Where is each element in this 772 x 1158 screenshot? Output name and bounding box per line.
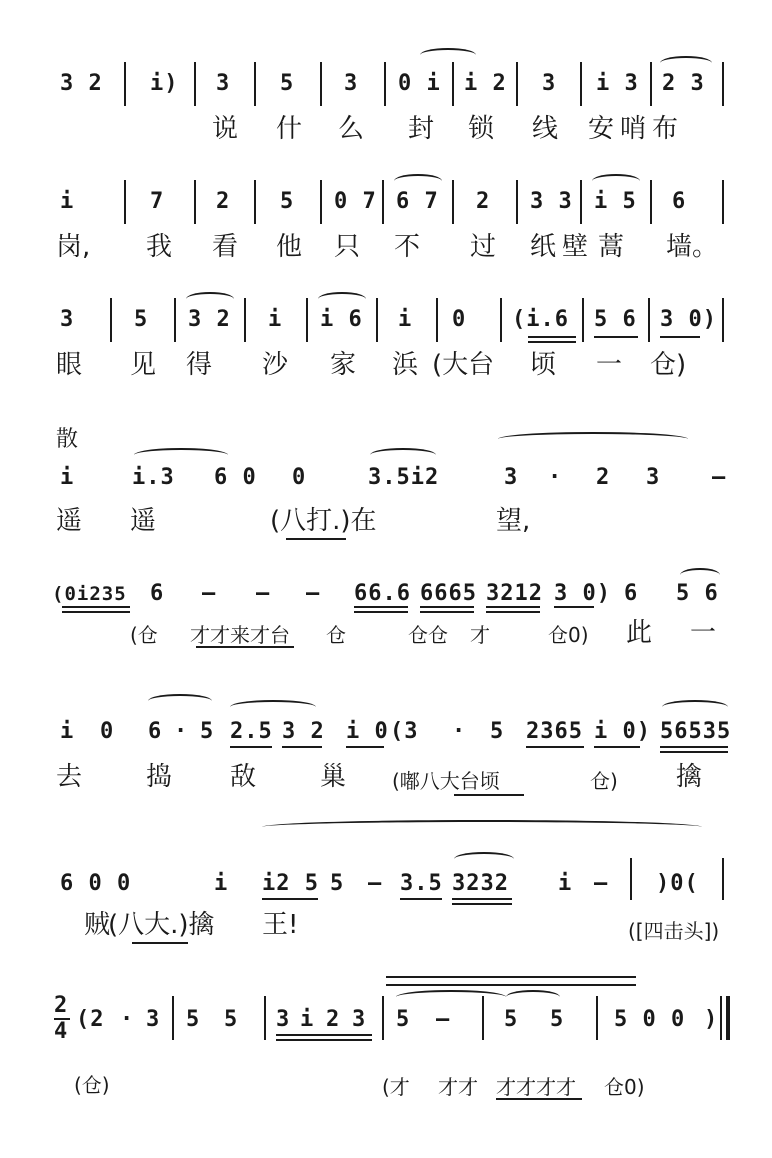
lyric: (八打.)在 <box>270 506 377 536</box>
note: 5 <box>200 719 215 744</box>
barline <box>254 180 256 224</box>
underline <box>132 942 188 944</box>
lyric: 墙。 <box>666 232 719 262</box>
barline <box>482 996 484 1040</box>
note: 3 3 <box>530 189 573 214</box>
barline <box>174 298 176 342</box>
lyric: 说 <box>212 114 239 144</box>
note: (3 <box>390 719 419 744</box>
barline <box>244 298 246 342</box>
note: 6 <box>672 189 687 214</box>
slur <box>370 448 436 462</box>
barline <box>320 180 322 224</box>
note: · <box>452 719 467 744</box>
note: 2 3 <box>662 71 705 96</box>
lyric: (才 <box>382 1075 410 1099</box>
note: 5 <box>490 719 505 744</box>
double-underline <box>452 898 512 905</box>
note: 6 <box>150 581 165 606</box>
lyric: (仓 <box>130 623 158 647</box>
double-underline <box>660 746 728 753</box>
note: – <box>368 871 383 896</box>
underline <box>660 336 700 338</box>
lyric: (大台 <box>432 350 495 380</box>
note: 5 0 0 <box>614 1007 686 1032</box>
note: 2 <box>326 1007 341 1032</box>
lyric: (八大.)擒 <box>108 910 215 940</box>
lyric: 仓0) <box>548 623 589 647</box>
note: 5 <box>330 871 345 896</box>
note: i <box>214 871 229 896</box>
lyric: 去 <box>56 762 83 792</box>
slur <box>506 990 560 1004</box>
underline <box>196 646 294 648</box>
lyric: 家 <box>330 350 357 380</box>
note: 5 <box>396 1007 411 1032</box>
beam-line <box>386 976 636 978</box>
lyric: 么 <box>338 114 365 144</box>
slur <box>498 432 688 446</box>
barline <box>580 62 582 106</box>
note: ) <box>704 1007 719 1032</box>
slur <box>262 820 702 834</box>
lyric: 纸 <box>530 232 557 262</box>
note: 6 <box>624 581 639 606</box>
lyric: 封 <box>408 114 435 144</box>
note: i <box>60 719 75 744</box>
slur <box>396 990 506 1004</box>
note: 3 <box>504 465 519 490</box>
barline <box>172 996 174 1040</box>
underline <box>496 1098 582 1100</box>
lyric: 遥 <box>130 506 157 536</box>
slur <box>318 292 366 306</box>
note: 3 2 <box>188 307 231 332</box>
barline <box>452 180 454 224</box>
lyric: 壁 <box>562 232 589 262</box>
underline <box>594 746 640 748</box>
note: (0i235 <box>52 583 127 605</box>
note: i.3 <box>132 465 175 490</box>
note: 3 <box>276 1007 291 1032</box>
lyric: 擒 <box>676 762 703 792</box>
underline <box>346 746 384 748</box>
note: 3 <box>146 1007 161 1032</box>
slur <box>148 694 212 708</box>
note: – <box>306 581 321 606</box>
note: – <box>436 1007 451 1032</box>
barline <box>306 298 308 342</box>
slur <box>394 174 442 188</box>
barline <box>254 62 256 106</box>
barline <box>582 298 584 342</box>
note: (2 <box>76 1007 105 1032</box>
barline <box>382 996 384 1040</box>
note: i 0 <box>346 719 389 744</box>
note: 3212 <box>486 581 543 606</box>
barline <box>630 858 632 900</box>
slur <box>662 700 728 714</box>
lyric: 哨 <box>620 114 647 144</box>
note: i 0) <box>594 719 651 744</box>
lyric: 才才 <box>438 1075 478 1099</box>
lyric: ([四击头]) <box>628 919 720 943</box>
double-underline <box>486 606 540 613</box>
underline <box>454 794 524 796</box>
barline <box>436 298 438 342</box>
lyric: 锁 <box>468 114 495 144</box>
lyric: 他 <box>276 232 303 262</box>
note: 0 i <box>398 71 441 96</box>
barline <box>500 298 502 342</box>
note: 3 <box>344 71 359 96</box>
note: 6 0 <box>214 465 257 490</box>
tempo-marking: 散 <box>56 427 79 452</box>
note: 3 <box>216 71 231 96</box>
note: 5 <box>134 307 149 332</box>
double-underline <box>528 336 576 343</box>
lyric: (嘟八大台顷 <box>392 769 500 793</box>
lyric: 才才才才 <box>496 1075 576 1099</box>
time-signature-bottom: 4 <box>54 1019 69 1044</box>
note: 3.5 <box>400 871 443 896</box>
note: 7 <box>150 189 165 214</box>
lyric: 仓) <box>590 769 618 793</box>
barline <box>650 180 652 224</box>
note: )0( <box>656 871 699 896</box>
barline <box>194 180 196 224</box>
note: 5 6 <box>594 307 637 332</box>
lyric: 此 <box>626 618 653 648</box>
note: 3 2 <box>282 719 325 744</box>
lyric: 捣 <box>146 762 173 792</box>
final-barline-thin <box>720 996 722 1040</box>
note: 3 <box>60 307 75 332</box>
slur <box>592 174 640 188</box>
note: i <box>300 1007 315 1032</box>
note: 5 <box>186 1007 201 1032</box>
slur <box>230 700 316 714</box>
note: 0 7 <box>334 189 377 214</box>
note: i 5 <box>594 189 637 214</box>
lyric: 浜 <box>392 350 419 380</box>
note: 6 7 <box>396 189 439 214</box>
underline <box>282 746 322 748</box>
note: 2 <box>596 465 611 490</box>
lyric: 不 <box>394 232 421 262</box>
note: 5 <box>280 71 295 96</box>
lyric: 望, <box>496 506 531 536</box>
note: – <box>712 465 727 490</box>
final-barline-thick <box>726 996 730 1040</box>
note: 2 <box>476 189 491 214</box>
underline <box>554 606 594 608</box>
note: 3 0) <box>554 581 611 606</box>
lyric: 安 <box>588 114 615 144</box>
note: 5 <box>280 189 295 214</box>
lyric: 顷 <box>530 350 557 380</box>
note: 0 <box>292 465 307 490</box>
note: 2 <box>216 189 231 214</box>
lyric: 仓0) <box>604 1075 645 1099</box>
lyric: 遥 <box>56 506 83 536</box>
barline <box>722 62 724 106</box>
note: 5 <box>550 1007 565 1032</box>
note: – <box>594 871 609 896</box>
barline <box>124 62 126 106</box>
note: i2 5 <box>262 871 319 896</box>
slur <box>680 568 720 582</box>
note: i) <box>150 71 179 96</box>
lyric: 我 <box>146 232 173 262</box>
double-underline <box>420 606 474 613</box>
barline <box>382 180 384 224</box>
note: 3.5i2 <box>368 465 440 490</box>
underline <box>526 746 584 748</box>
note: i 3 <box>596 71 639 96</box>
note: 0 <box>452 307 467 332</box>
lyric: 见 <box>130 350 157 380</box>
note: 3 <box>542 71 557 96</box>
note: – <box>202 581 217 606</box>
barline <box>722 298 724 342</box>
double-underline <box>354 606 408 613</box>
lyric: 敌 <box>230 762 257 792</box>
note: · <box>174 719 189 744</box>
lyric: 贼 <box>84 910 111 940</box>
slur <box>660 56 712 70</box>
barline <box>580 180 582 224</box>
double-underline <box>62 606 130 613</box>
barline <box>650 62 652 106</box>
note: 3 2 <box>60 71 103 96</box>
lyric: 看 <box>212 232 239 262</box>
lyric: 蒿 <box>598 232 625 262</box>
note: i <box>398 307 413 332</box>
time-signature-top: 2 <box>54 993 69 1018</box>
note: 6 <box>148 719 163 744</box>
lyric: 一 <box>596 350 623 380</box>
note: 2365 <box>526 719 583 744</box>
barline <box>516 180 518 224</box>
lyric: (仓) <box>74 1073 110 1097</box>
slur <box>454 852 514 866</box>
barline <box>124 180 126 224</box>
barline <box>384 62 386 106</box>
barline <box>648 298 650 342</box>
note: 3 <box>352 1007 367 1032</box>
barline <box>376 298 378 342</box>
note: i 2 <box>464 71 507 96</box>
lyric: 什 <box>276 114 303 144</box>
barline <box>264 996 266 1040</box>
lyric: 沙 <box>262 350 289 380</box>
lyric: 只 <box>334 232 361 262</box>
note: 6 0 0 <box>60 871 132 896</box>
note: i <box>558 871 573 896</box>
lyric: 一 <box>690 618 717 648</box>
lyric: 眼 <box>56 350 83 380</box>
note: i <box>268 307 283 332</box>
note: 0 <box>100 719 115 744</box>
lyric: 王! <box>262 910 299 940</box>
note: 5 <box>224 1007 239 1032</box>
double-underline <box>276 1034 372 1041</box>
lyric: 过 <box>470 232 497 262</box>
barline <box>722 180 724 224</box>
note: 5 <box>504 1007 519 1032</box>
note: · <box>548 465 563 490</box>
underline <box>400 898 442 900</box>
slur <box>134 448 228 462</box>
lyric: 仓) <box>650 350 687 380</box>
lyric: 才才来才台 <box>190 623 290 647</box>
note: 6665 <box>420 581 477 606</box>
note: i 6 <box>320 307 363 332</box>
beam-line <box>386 984 636 986</box>
underline <box>262 898 318 900</box>
barline <box>320 62 322 106</box>
note: 56535 <box>660 719 732 744</box>
underline <box>594 336 638 338</box>
note: i <box>60 465 75 490</box>
lyric: 仓仓 <box>408 623 448 647</box>
note: 66.6 <box>354 581 411 606</box>
note: · <box>120 1007 135 1032</box>
barline <box>596 996 598 1040</box>
lyric: 仓 <box>326 623 346 647</box>
note: (i.6 <box>512 307 569 332</box>
note: i <box>60 189 75 214</box>
note: 5 6 <box>676 581 719 606</box>
lyric: 岗, <box>56 232 91 262</box>
barline <box>722 858 724 900</box>
barline <box>194 62 196 106</box>
barline <box>516 62 518 106</box>
barline <box>452 62 454 106</box>
barline <box>110 298 112 342</box>
note: 2.5 <box>230 719 273 744</box>
lyric: 布 <box>652 114 679 144</box>
underline <box>230 746 272 748</box>
lyric: 得 <box>186 350 213 380</box>
slur <box>186 292 234 306</box>
note: – <box>256 581 271 606</box>
note: 3232 <box>452 871 509 896</box>
lyric: 才 <box>470 623 490 647</box>
slur <box>420 48 476 62</box>
note: 3 <box>646 465 661 490</box>
lyric: 巢 <box>320 762 347 792</box>
lyric: 线 <box>532 114 559 144</box>
note: 3 0) <box>660 307 717 332</box>
underline <box>286 538 346 540</box>
